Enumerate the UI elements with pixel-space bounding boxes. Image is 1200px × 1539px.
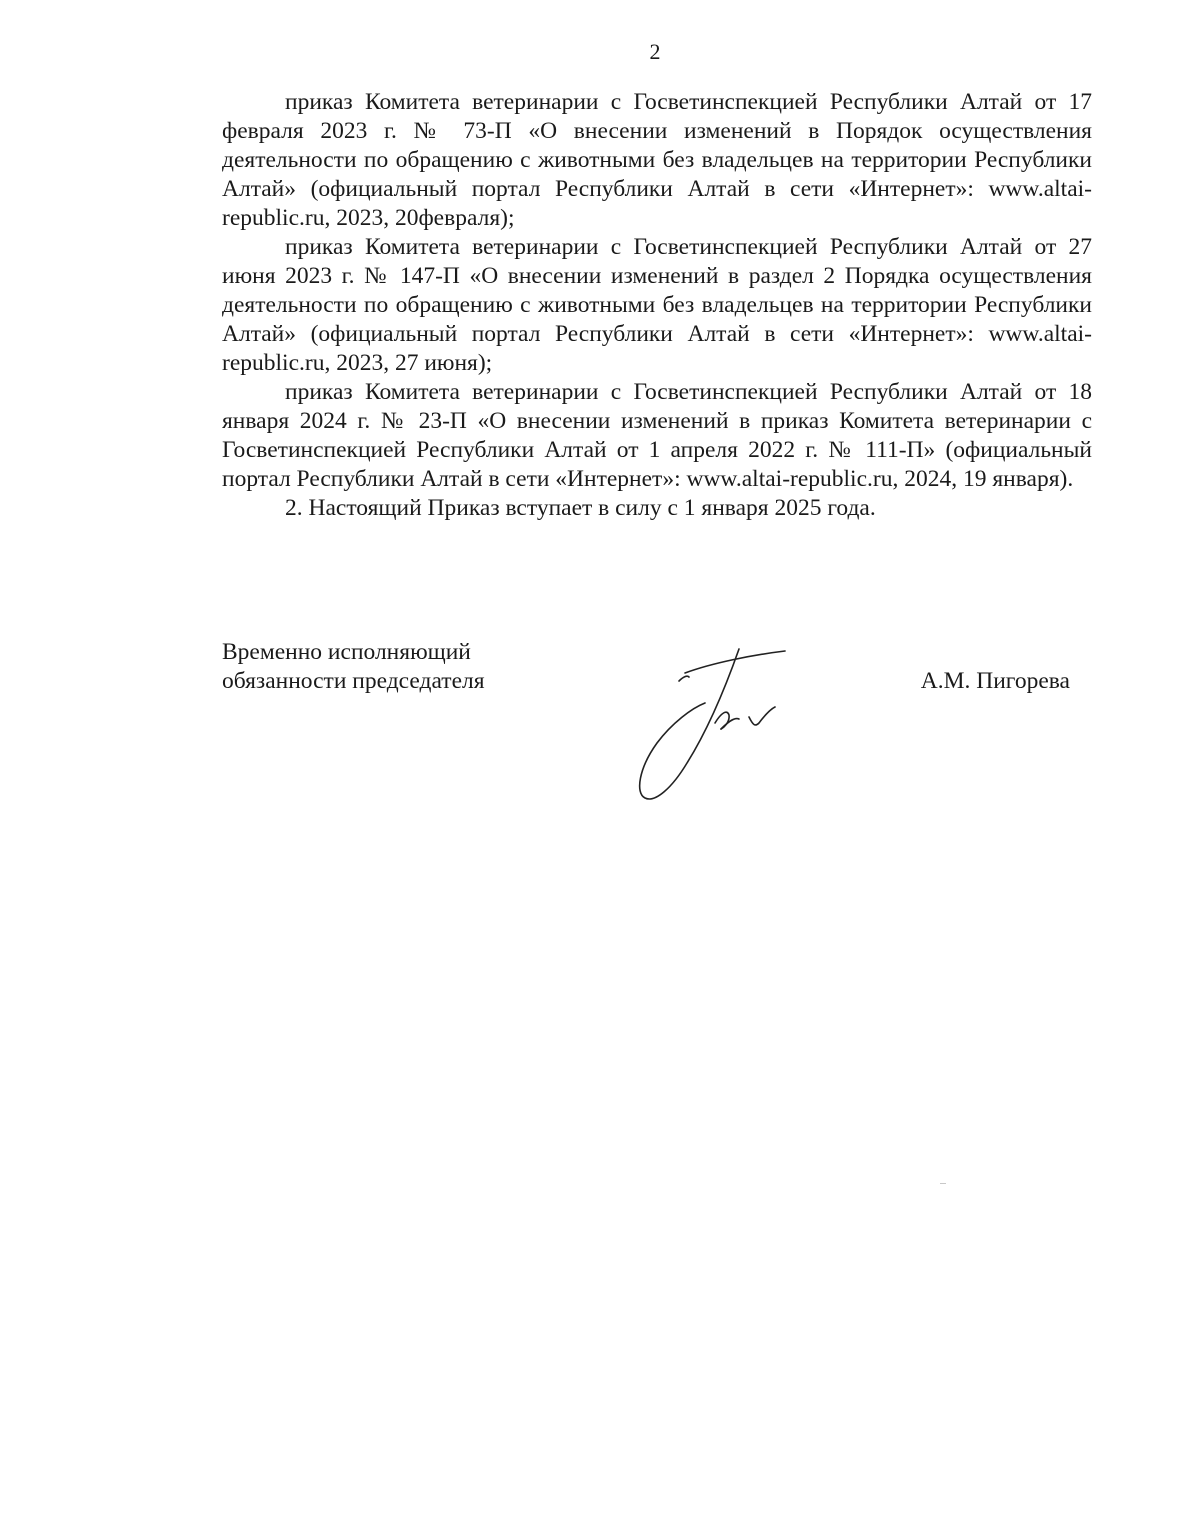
signature-block (222, 638, 1092, 808)
signer-name: А.М. Пигорева (920, 668, 1070, 694)
signer-position-line-2: обязанности председателя (222, 668, 485, 694)
paragraph-order-147p: приказ Комитета ветеринарии с Госветинспекцией Республики Алтай от 27 июня 2023 г. № 147-П «О внесении изменений в раздел 2 Порядка осуществления деятельности по обращению с животными без владельцев на территории Республики Алтай» (официальный портал Республики Алтай в сети «Интернет»: www.altai-republic.ru, 2023, 27 июня); (222, 234, 1092, 376)
document-body (222, 88, 1092, 523)
signer-position (222, 638, 562, 696)
scan-artifact (940, 1183, 946, 1184)
page-number: 2 (649, 39, 661, 64)
paragraph-order-73p: приказ Комитета ветеринарии с Госветинспекцией Республики Алтай от 17 февраля 2023 г. № 73-П «О внесении изменений в Порядок осуществления деятельности по обращению с животными без владельцев на территории Республики Алтай» (официальный портал Республики Алтай в сети «Интернет»: www.altai-republic.ru, 2023, 20февраля); (222, 89, 1092, 231)
clause-effective-date: 2. Настоящий Приказ вступает в силу с 1 января 2025 года. (285, 495, 876, 521)
paragraph-order-23p: приказ Комитета ветеринарии с Госветинспекцией Республики Алтай от 18 января 2024 г. № 23-П «О внесении изменений в приказ Комитета ветеринарии с Госветинспекцией Республики Алтай от 1 апреля 2022 г. № 111-П» (официальный портал Республики Алтай в сети «Интернет»: www.altai-republic.ru, 2024, 19 января). (222, 379, 1092, 492)
handwritten-signature (617, 643, 797, 808)
signer-position-line-1: Временно исполняющий (222, 639, 471, 665)
